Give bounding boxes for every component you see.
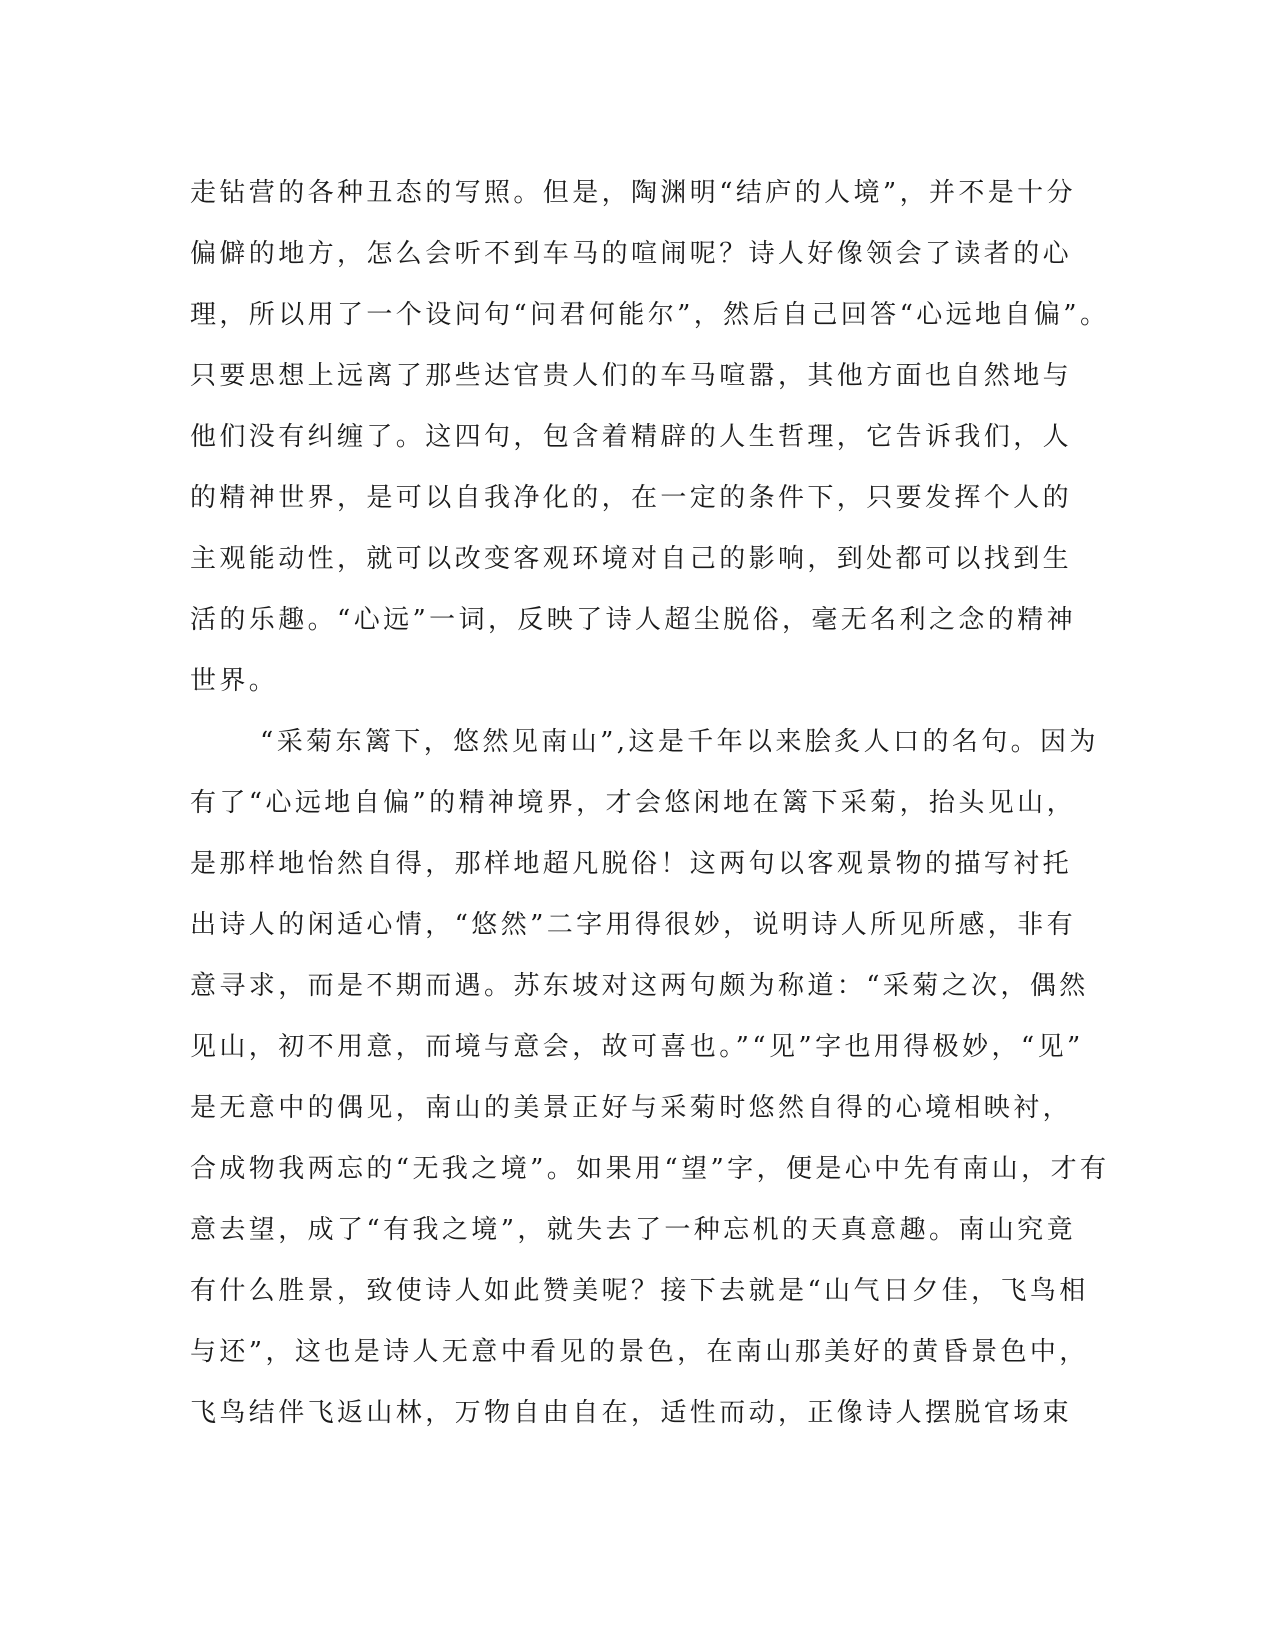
text-line: 见山，初不用意，而境与意会，故可喜也。”“见”字也用得极妙，“见” — [190, 1032, 1084, 1062]
text-line: 是无意中的偶见，南山的美景正好与采菊时悠然自得的心境相映衬， — [190, 1093, 1073, 1123]
text-line: 与还”，这也是诗人无意中看见的景色，在南山那美好的黄昏景色中， — [190, 1337, 1089, 1367]
text-line: 是那样地怡然自得，那样地超凡脱俗！这两句以客观景物的描写衬托 — [190, 849, 1073, 879]
text-line: 有什么胜景，致使诗人如此赞美呢？接下去就是“山气日夕佳，飞鸟相 — [190, 1276, 1089, 1306]
text-line: “采菊东篱下，悠然见南山”,这是千年以来脍炙人口的名句。因为 — [260, 727, 1099, 757]
text-line: 合成物我两忘的“无我之境”。如果用“望”字，便是心中先有南山，才有 — [190, 1154, 1110, 1184]
text-line: 活的乐趣。“心远”一词，反映了诗人超尘脱俗，毫无名利之念的精神 — [190, 605, 1076, 635]
text-line: 的精神世界，是可以自我净化的，在一定的条件下，只要发挥个人的 — [190, 483, 1073, 513]
text-line: 意去望，成了“有我之境”，就失去了一种忘机的天真意趣。南山究竟 — [190, 1215, 1076, 1245]
body-text — [190, 163, 1110, 1444]
text-line: 飞鸟结伴飞返山林，万物自由自在，适性而动，正像诗人摆脱官场束 — [190, 1398, 1073, 1428]
paragraph-1 — [190, 163, 1110, 712]
text-line: 出诗人的闲适心情，“悠然”二字用得很妙，说明诗人所见所感，非有 — [190, 910, 1076, 940]
text-line: 走钻营的各种丑态的写照。但是，陶渊明“结庐的人境”，并不是十分 — [190, 178, 1076, 208]
text-line: 只要思想上远离了那些达官贵人们的车马喧嚣，其他方面也自然地与 — [190, 361, 1073, 391]
paragraph-2 — [190, 712, 1110, 1444]
text-line: 世界。 — [190, 666, 279, 696]
text-line: 意寻求，而是不期而遇。苏东坡对这两句颇为称道：“采菊之次，偶然 — [190, 971, 1089, 1001]
text-line: 偏僻的地方，怎么会听不到车马的喧闹呢？诗人好像领会了读者的心 — [190, 239, 1073, 269]
text-line: 有了“心远地自偏”的精神境界，才会悠闲地在篱下采菊，抬头见山， — [190, 788, 1076, 818]
text-line: 他们没有纠缠了。这四句，包含着精辟的人生哲理，它告诉我们，人 — [190, 422, 1073, 452]
text-line: 理，所以用了一个设问句“问君何能尔”，然后自己回答“心远地自偏”。 — [190, 300, 1110, 330]
text-line: 主观能动性，就可以改变客观环境对自己的影响，到处都可以找到生 — [190, 544, 1073, 574]
